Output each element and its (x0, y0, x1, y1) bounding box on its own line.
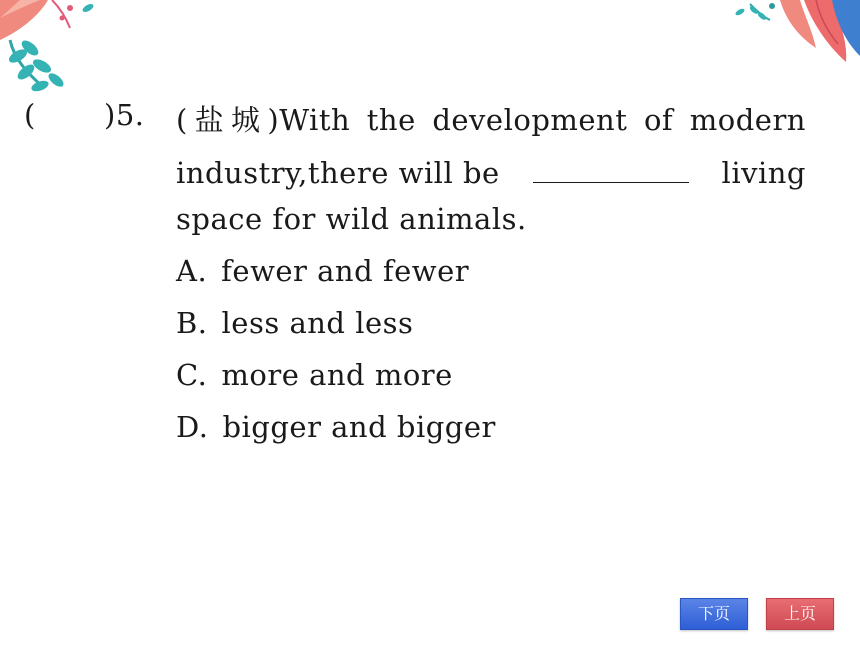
option-a-letter: A. (176, 254, 208, 288)
answer-blank (533, 150, 689, 183)
option-a-text: fewer and fewer (221, 254, 470, 288)
option-d (176, 410, 496, 444)
option-c-letter: C. (176, 358, 208, 392)
option-b-text: less and less (221, 306, 414, 340)
option-a (176, 254, 469, 288)
option-d-letter: D. (176, 410, 209, 444)
option-d-text: bigger and bigger (222, 410, 496, 444)
option-c-text: more and more (221, 358, 453, 392)
previous-page-button[interactable]: 上页 (766, 598, 834, 630)
question-line-2 (176, 150, 806, 190)
question-number: )5. (104, 98, 145, 132)
question-line-2-end: living (721, 156, 806, 190)
option-b-letter: B. (176, 306, 208, 340)
question-line-3: space for wild animals. (176, 202, 527, 236)
answer-paren-open: ( (24, 98, 36, 132)
option-c (176, 358, 453, 392)
question-line-1: (盐城)With the development of modern (176, 103, 806, 137)
next-page-button[interactable]: 下页 (680, 598, 748, 630)
option-b (176, 306, 413, 340)
question-line-2-start: industry,there will be (176, 156, 500, 190)
